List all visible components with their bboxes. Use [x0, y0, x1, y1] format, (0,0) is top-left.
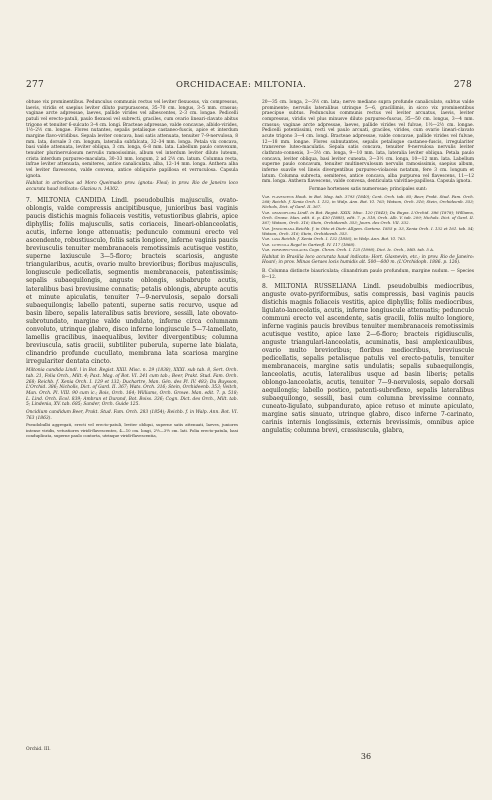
species-heading-miltonia-russeliana: 8. MILTONIA RUSSELIANA Lindl. pseudobulbis mediocribus, anguste ovato-pyriformibus, satis compressis, basi vaginis paucis distichis magnis foliaceis vestitis, apice diphyllis; foliis mediocribus, ligulato-lanceolatis, acutis, inferne longiuscule attenuatis; pedunculo communi erecto vel ascendente, satis gracili, foliis multo longiore, inferne vaginis paucis brevibus tenuiter membranaceis remotissimis acutisque vestito, apice laxe 2—6-floro; bracteis rigidiusculis, anguste triangulari-lanceolatis, acuminatis, basi amplexicaulibus, ovario multo brevioribus; floribus mediocribus, breviuscule pedicellatis, sepalis petalisque patulis vel erecto-patulis, tenuiter membranaceis, margine satis undulatis; sepalis subaequilongis, lanceolatis, acutis, lateralibus usque ad basin liberis; petalis oblongo-lanceolatis, acutis, tenuiter 7—9-nervulosis, sepalo dorsali aequilongis; labello postico, patenti-subreflexo, sepalis lateralibus subaequilongo, sessili, basi cum columna brevissime connato, cuneato-liguIato, subpandurato, apice retuso et minute apiculato, margine satis sinuato, utrinque glabro, disco inferne 7-carinato, carinis internis longissimis, externis brevissimis, omnibus apice angulatis; columna brevi, crassiuscula, glabra, — [262, 283, 474, 435]
literature-references: Miltonia candida Lindl. l in Bot. Regist. XXII. Misc. n. 29 (1838), XXXI. sub tab. 8, Sert. Orch. tab. 21, Folia Orch., Milt. 4; Paxt. Mag. of Bot. VI. 241 cum tab.; Beer, Prakt. Stud. Fam. Orch. 268; Reichb. f. Xenia Orch. I. 129 et 132; Duchartre, Man. Gén. des Pl. IV. 483; Du Buysson, L'Orchid. 386; Nicholls, Dict. of Gard. II. 367; Wats. Orch. 316; Stein, Orchideenb. 353; Veitch, Man. Orch. Pl. VIII. 90 cum ic.; Bois, Orch. 164; Williams, Orch. Growe. Man. edit. 7. p. 518; L. Lind. Orch. Ecol. 839; Ambrun et Durand, Bot. Boiss. 336; Cogn. Dict. des Orch., Milt. tab. 5; Lindenia, XV. tab. 685; Sander, Orch. Guide 125. — [26, 368, 238, 408]
variety-name: Var. laxa — [262, 236, 281, 242]
variety-name: Var. lutecola — [262, 241, 290, 247]
variety-name: Var. Jenischiana — [262, 225, 295, 231]
section-b-note: B. Columna distincte biauriculata; clinandrium paulo profundum, margine nudum. — Species 8—12. — [262, 269, 474, 280]
description-continued-right: 20—35 cm. longa, 2—3½ cm. lata; nervo mediano supra profunde canaliculato, subtus valde prominente; nervulis lateralibus utrinque 5—6, gracillimis, in sicco vix prominentibus praecipue subtus. Pedunculus communis rectus vel leviter arcuatus, laevis, leviter compressus, viridis vel plus minusve diluto purpureo-fuscus, 35—50 cm. longus, 3—4 mm. crassus; vaginae arcte adpressae, laeves, pallide virides vel fulvae, 1½—2½ cm. longae. Pedicelli potentissimi, recti vel paulo arcuati, graciles, virides, cum ovario lineari-clavato acute trigono 3—4 cm. longi. Bracteae adpressae, valde concavae, pallide virides vel fulvae, 12—18 mm. longae. Flores subnutantes, sepalis petalisque castaneo-fuscis, irregulariter transverse luteo-maculatis. Sepala satis concava, tenuiter 9-nervulosa nervulis leviter clathrato-connexis, 3—3½ cm. longa, 9—10 mm. lata, lateralia leviter obliqua. Petala paulo concava, leviter obliqua, basi leviter cuneata, 3—3½ cm. longa, 10—12 mm. lata. Labellum superne paulo concavum, tenuiter multinervulosum nervulis ramosissimis, saepius album, inferne suavile vel lineis divergentibus purpureo-violaceis notatum, fere 3 cm. longum et latum. Columna subrecta, semiteres, antice concava, alba purpurea vel flavescens, 11—12 mm. longa. Anthera flavescens, valde convexa, denticulata valvitlae-papillosa. Capsula ignota. — [262, 100, 474, 185]
running-title: ORCHIDACEAE: MILTONIA. — [176, 80, 307, 90]
variety-item — [262, 242, 474, 247]
variety-refs: Reichb. f. in Otto et Dietr. Allgem. Gartenz. 1855 p. 33, Xenia Orch. I. 132 et 161. tab. 54; Watson, Orch. 316; Stein, Orchideenb. 353. — [262, 225, 474, 236]
varieties-intro: Formae hortenses satis numerosae; principales sunt: — [308, 186, 427, 192]
variety-name: Var. flavescens — [262, 193, 294, 199]
variety-refs: Lindl. in Bot. Regist. XXIX. Misc. 120 (1843); Du Buyss. L'Orchid. 386 (1878); Williams, Orch. Growe. Man. edit. 6. p. 430 (1885), edit. 7. p. 518, Orch. Alb. V. tab. 209; Nichols. Dict. of Gard. II. 367; Watson, Orch. 316; Stein, Orchideenb. 353; Journ. des Orch. VII. 332. — [262, 209, 474, 225]
footer-sheet-number: 36 — [360, 752, 372, 761]
page-number-right: 278 — [453, 80, 472, 90]
variety-refs: Cogn. Chron. Orch. I. 125 (1898), Dict. Ic. Orch., Milt. tab. 5 A. — [309, 247, 435, 253]
description-continued: obtuse vix prominentibus. Pedunculus communis rectus vel leviter flexuosus, vix compressus, laevis, viridis et saepius leviter diluto purpurascens, 35–70 cm. longus, 3–5 mm. crassus; vaginae arcte adpressae, laeves, pallide virides vel albescentes, 2–3 cm. longae. Pedicelli patuli vel erecto-patuli, paulo flexuosi vel subrecti, graciles, cum ovario lineari-clavato abitus trigono et tenuiter 6-sulcato 3–4 cm. longi. Bracteae adpressae, valde concavae, albido-virides, 1½–2½ cm. longae. Flores nutantes, sepalis petalisque castaneo-fuscis, apice et interdum margine flavo-viridibus. Sepala leviter concava, basi satis attenuata, tenuiter 7–9-nervulosa, 8 mm. lata, dorsale 3 cm. longum, lateralia subfalcata, 32–34 mm. longa. Petala vix concava, basi valde attenuata, leviter obliqua, 3 cm. longa, 6–8 mm. lata. Labellum paulo convexum, tenuiter plurinervulosum nervulis ramosissimis, album vel interdum leviter diluto luteum, crista interdum purpureo-maculata, 30–33 mm. longum, 2 ad 2½ cm. latum. Columna recta, infrae leviter attenuata, semiteres, antice canaliculata, alba, 12–14 mm. longa. Anthera alba vel leviter flavescens, valde convexa, antice obliquirie papillosa et verruculosa. Capsula ignota. — [26, 100, 238, 179]
variety-list — [262, 194, 474, 253]
variety-item — [262, 226, 474, 236]
variety-refs: Reichb. f. Xenia Orch. I. 132 (1856), in Walp. Ann. Bot. VI. 763. — [281, 236, 407, 242]
variety-name: Var. purpureo-violacea — [262, 247, 308, 253]
species-heading-miltonia-candida: 7. MILTONIA CANDIDA Lindl. pseudobulbis majusculis, ovato-oblongis, valde compressis ancipitibusque, junioribus basi vaginis paucis distichis magnis foliaceis vestitis, vetustioribus glabris, apice diphyllis; foliis majusculis, satis coriaceis, lineari-oblanceolatis, acutis, inferne longe attenuatis; pedunculo communi erecto vel ascendente, robustiusculo, foliis satis longiore, inferne vaginis paucis breviusculis tenuiter membranaceis remotissimis acutisque vestito, superne laxiuscule 3—5-floro; bracteis scariosis, anguste triangularibus, acutis, ovario multo brevioribus; floribus majusculis, longiuscule pedicellatis, segmentis membranaceis, patentissimis; sepalis subaequilongis, anguste oblongis, subabrupte acutis, lateralibus basi breviusime connatis; petalis oblongis, abrupte acutis et minute apiculatis, tenuiter 7—9-nervulosis, sepalo dorsali subaequilongis; labello patenti, superne satis recurvo, usque ad basin libero, sepalis lateralibus satis breviore, sessili, late obovato-subrotundato, margine valde undulato, inferne circa columnam convoluto, utrinque glabro, disco inferne longiuscule 5—7-lamellato, lamellis gracilibus, inaequalibus, leviter divergentibus; columna breviuscula, satis graciii, subtiliter puberula, superne late bialata, clinandrio profunde cucullato, membrana lata scariosa margine irregulariter dentata cincto. — [26, 196, 239, 366]
left-column — [26, 100, 238, 439]
variety-item — [262, 236, 474, 241]
page-header — [26, 80, 472, 98]
footer-signature: Orchid. III. — [26, 747, 51, 752]
habitat-note: Habitat in arboribus ad Moro Queimado prov. ignota: Fleal; in prov. Rio de Janeiro loco accurata haud indicato: Glaziou n. 14302. — [26, 181, 238, 192]
variety-item — [262, 210, 474, 226]
habitat-note-right: Habitat in Brasilia loco accurata haud indicato: Hort. Glasnevin, etc.; in prov. Rio de Janeiro: Hoan!; in prov. Minas Geraes locis humidis alt. 500—600 m. (L'Orchidoph. 1886. p. 126). — [262, 254, 474, 266]
variety-item — [262, 247, 474, 252]
variety-name: Var. grandiflora — [262, 209, 296, 215]
variety-refs: Hook. in Bot. Mag. tab. 3793 (1840); Cent. Orch. tab. 85; Beer, Prakt. Stud. Fam. Orch. 268; Reichb. f. Xenia Orch. I. 132, in Walp. Ann. Bot. VI. 763; Watson, Orch. 316; Stein, Orchideenb. 353; Nichols, Dict. of Gard. II. 367. — [262, 193, 474, 209]
species-description: Pseudobulbi aggregati, erecti vel erecto-patuli, leviter obliqui, superne satis attenuati, laeves, juniores intense viridis, vetustiores viridi-flavescentes, 4—10 cm. longi, 2½—3½ cm. lati. Folia erecto-patula, basi conduplicata, superne paulo contorta, utrinque viridi-flavescentia, — [26, 422, 238, 438]
variety-item — [262, 194, 474, 210]
synonym-references: Oncidium candidum Beer, Prakt. Stud. Fam. Orch. 283 (1854); Reichb. f. in Walp. Ann. Bot. VI. 763 (1863). — [26, 410, 238, 421]
right-column — [262, 100, 474, 437]
page-number-left: 277 — [26, 80, 45, 90]
variety-refs: Regel in Gartenfl. IV. 117 (1868). — [290, 241, 356, 247]
